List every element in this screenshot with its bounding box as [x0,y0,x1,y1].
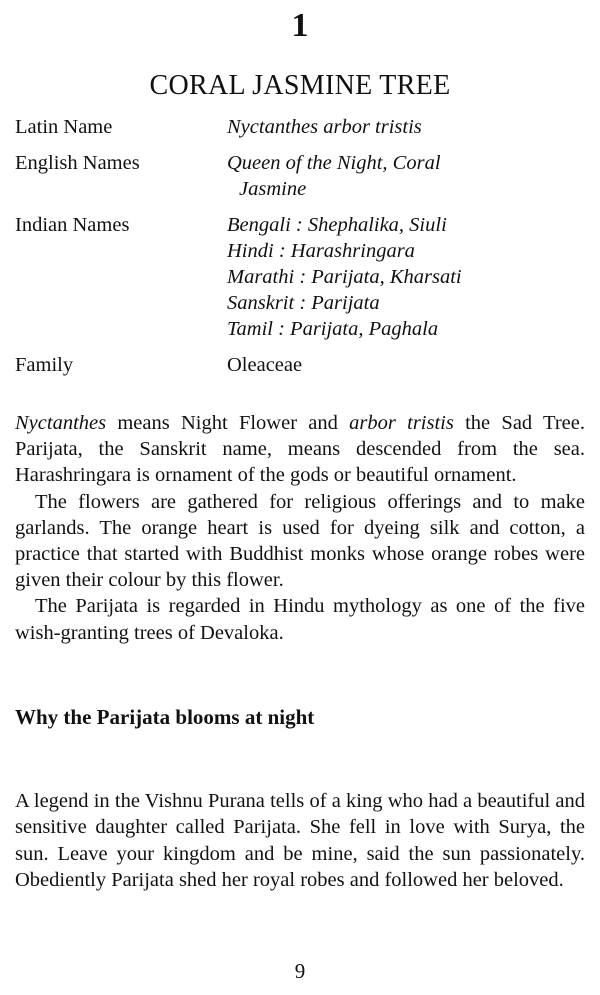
italic-term: Nyctanthes [15,412,107,434]
info-label-family: Family [15,354,74,376]
italic-term: arbor tristis [349,412,454,434]
english-name-line: Jasmine [239,178,307,200]
indian-name-line: Hindi : Harashringara [227,240,415,262]
indian-name-line: Marathi : Parijata, Kharsati [227,266,462,288]
info-label-english: English Names [15,152,140,174]
section-heading: Why the Parijata blooms at night [15,705,315,729]
indian-name-line: Bengali : Shephalika, Siuli [227,214,447,236]
info-row-latin [15,114,585,140]
indian-name-line: Sanskrit : Parijata [227,292,380,314]
info-row-english [15,150,585,202]
info-row-indian [15,212,585,342]
info-row-family [15,352,585,378]
info-values-family [227,352,585,378]
page-number: 9 [294,959,306,983]
info-values-english [227,150,585,202]
legend-text [15,788,585,894]
body-paragraph: The flowers are gathered for religious offerings and to make garlands. The orange heart is used for dyeing silk and cotton, a practice that started with Buddhist monks whose orange robes were given their colour by this flower. [15,490,585,592]
indian-name-line: Tamil : Parijata, Paghala [227,318,439,340]
chapter-number: 1 [291,7,309,44]
info-values-latin [227,114,585,140]
text-run: the Sad Tree. Parijata, the Sanskrit name, means descended from the sea. Harashringara is ornament of the gods or beautiful ornament. [15,412,586,487]
info-label-latin: Latin Name [15,116,113,138]
body-paragraph: The Parijata is regarded in Hindu mythology as one of the five wish-granting trees of Devaloka. [15,595,585,644]
english-name-line: Queen of the Night, Coral [227,152,441,174]
family-value: Oleaceae [227,354,303,376]
latin-name-value: Nyctanthes arbor tristis [227,116,422,138]
body-paragraph [15,410,585,489]
info-table [15,114,585,388]
text-run: means Night Flower and [106,412,350,434]
info-label-indian: Indian Names [15,214,130,236]
legend-paragraph: A legend in the Vishnu Purana tells of a king who had a beautiful and sensitive daughter called Parijata. She fell in love with Surya, the sun. Leave your kingdom and be mine, said the sun passionately. Obediently Parijata shed her royal robes and followed her beloved. [15,790,585,892]
chapter-title: CORAL JASMINE TREE [149,70,451,101]
body-text [15,410,585,646]
info-values-indian [227,212,585,342]
